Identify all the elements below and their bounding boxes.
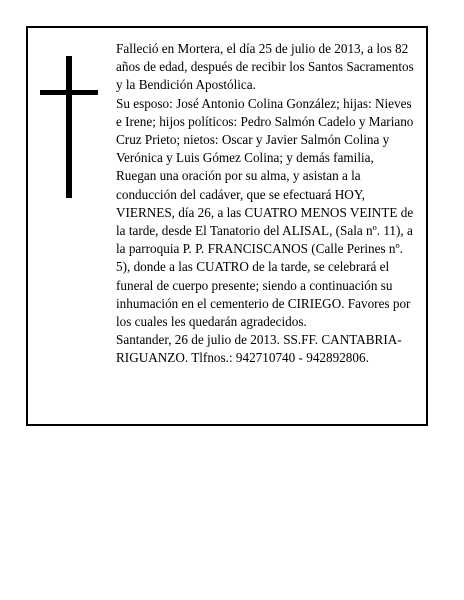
signature-line: Santander, 26 de julio de 2013. SS.FF. CANTABRIA-RIGUANZO. Tlfnos.: 942710740 - 942892806. [116,332,402,366]
obituary-notice-frame [26,26,428,426]
latin-cross-icon [40,56,98,198]
death-announcement: Falleció en Mortera, el día 25 de julio de 2013, a los 82 años de edad, después de recibir los Santos Sacramentos y la Bendición Apostólica. [116,41,414,93]
family-list: Su esposo: José Antonio Colina González; hijas: Nieves e Irene; hijos políticos: Pedro Salmón Cadelo y Mariano Cruz Prieto; nietos: Oscar y Javier Salmón Colina y Verónica y Luis Gómez Colina; y demás familia, [116,95,414,166]
cross-horizontal-bar [40,90,98,95]
cross-vertical-bar [66,56,72,198]
funeral-details: Ruegan una oración por su alma, y asistan a la conducción del cadáver, que se efectuará HOY, VIERNES, día 26, a las CUATRO MENOS VEINTE de la tarde, desde El Tanatorio del ALISAL, (Sala nº. 11), a la parroquia P. P. FRANCISCANOS (Calle Perines nº. 5), donde a las CUATRO de la tarde, se celebrará el funeral de cuerpo presente; siendo a continuación su inhumación en el cementerio de CIRIEGO. Favores por los cuales les quedarán agradecidos. [116,168,414,330]
obituary-text [116,40,416,368]
